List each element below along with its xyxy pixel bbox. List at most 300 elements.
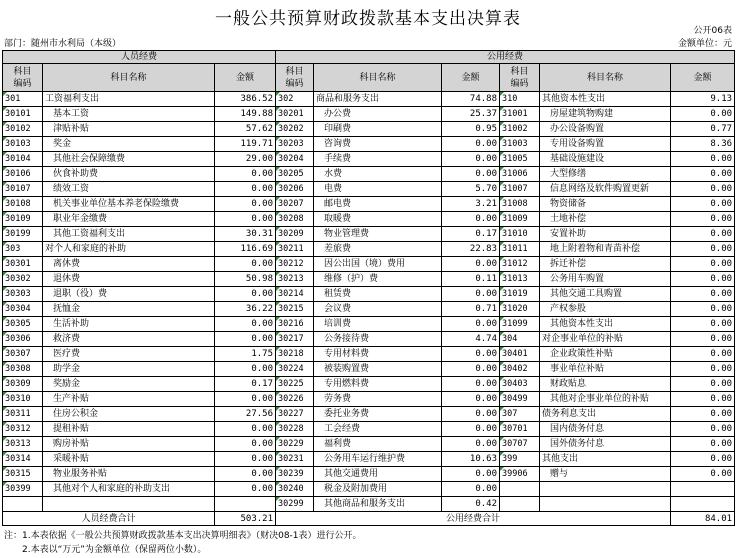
subject-code-cell: 30403 [500,377,540,392]
subject-name-cell: 物业管理费 [314,227,442,242]
subject-name-cell: 生产补贴 [43,392,215,407]
subject-name-cell: 大型修缮 [540,167,671,182]
amount-cell: 0.00 [215,212,276,227]
subject-name-cell: 伙食补助费 [43,167,215,182]
amount-cell: 0.00 [671,407,735,422]
subject-code-cell: 31011 [500,242,540,257]
amount-cell [671,497,735,512]
subject-code-cell: 31003 [500,137,540,152]
amount-cell: 0.00 [442,287,500,302]
subject-code-cell: 30215 [276,302,314,317]
amount-cell: 22.83 [442,242,500,257]
amount-cell: 0.00 [671,167,735,182]
subject-name-cell: 福利费 [314,437,442,452]
subject-code-cell: 30209 [276,227,314,242]
subject-name-cell: 债务利息支出 [540,407,671,422]
subject-name-cell: 基本工资 [43,107,215,122]
subject-name-cell: 会议费 [314,302,442,317]
subject-name-cell: 其他对企事业单位的补贴 [540,392,671,407]
table-row [3,452,735,467]
table-row [3,332,735,347]
subject-name-cell: 退职（役）费 [43,287,215,302]
subject-code-cell: 31006 [500,167,540,182]
subject-name-cell: 劳务费 [314,392,442,407]
amount-cell: 0.00 [442,437,500,452]
subject-code-cell: 30227 [276,407,314,422]
subject-code-cell: 30311 [3,407,43,422]
subject-name-cell: 国内债务付息 [540,422,671,437]
subject-name-cell: 维修（护）费 [314,272,442,287]
subject-code-cell: 310 [500,92,540,107]
amount-cell: 0.42 [442,497,500,512]
amount-cell: 0.00 [215,197,276,212]
subject-code-cell: 30299 [276,497,314,512]
table-row [3,122,735,137]
subject-name-cell: 其他交通工具购置 [540,287,671,302]
table-row [3,182,735,197]
amount-cell: 0.00 [442,407,500,422]
subject-code-cell: 31020 [500,302,540,317]
table-row [3,197,735,212]
subject-name-cell: 其他对个人和家庭的补助支出 [43,482,215,497]
amount-cell: 0.00 [671,287,735,302]
subject-name-cell [540,482,671,497]
subject-code-cell: 307 [500,407,540,422]
subject-code-cell: 30203 [276,137,314,152]
subject-code-cell: 30499 [500,392,540,407]
amount-cell: 27.56 [215,407,276,422]
amount-cell: 50.98 [215,272,276,287]
subject-name-cell: 救济费 [43,332,215,347]
footnote-2: 2.本表以“万元”为金额单位（保留两位小数）。 [4,545,207,555]
amount-cell: 0.00 [442,167,500,182]
subject-name-cell: 基础设施建设 [540,152,671,167]
subject-name-cell: 采暖补贴 [43,452,215,467]
amount-cell: 0.00 [671,437,735,452]
subject-name-cell: 产权参股 [540,302,671,317]
subject-name-cell: 电费 [314,182,442,197]
amount-cell: 0.00 [442,392,500,407]
subject-name-cell: 租赁费 [314,287,442,302]
amount-cell: 0.17 [442,227,500,242]
subject-code-cell: 30214 [276,287,314,302]
table-row [3,347,735,362]
subject-name-cell: 房屋建筑物购建 [540,107,671,122]
subject-code-cell: 30101 [3,107,43,122]
subject-name-cell: 其他工资福利支出 [43,227,215,242]
subject-name-cell: 咨询费 [314,137,442,152]
amount-cell: 0.00 [215,287,276,302]
subject-name-cell: 退休费 [43,272,215,287]
subject-name-cell: 专用材料费 [314,347,442,362]
amount-cell: 0.00 [671,182,735,197]
col-name-header: 科目名称 [540,64,671,92]
subject-name-cell: 差旅费 [314,242,442,257]
amount-cell: 0.00 [442,317,500,332]
subject-name-cell: 国外债务付息 [540,437,671,452]
amount-cell: 0.00 [215,482,276,497]
amount-cell [671,482,735,497]
subject-code-cell: 30701 [500,422,540,437]
table-row [3,392,735,407]
subject-code-cell: 30239 [276,467,314,482]
subject-code-cell: 30199 [3,227,43,242]
table-row [3,287,735,302]
col-code-header: 科目 编码 [3,64,43,92]
subject-code-cell: 31009 [500,212,540,227]
subject-name-cell: 物资储备 [540,197,671,212]
table-row [3,302,735,317]
subject-name-cell: 工会经费 [314,422,442,437]
subject-code-cell: 304 [500,332,540,347]
table-row [3,482,735,497]
subject-name-cell: 绩效工资 [43,182,215,197]
subject-name-cell: 奖金 [43,137,215,152]
amount-cell: 0.00 [215,257,276,272]
subject-name-cell: 公务用车运行维护费 [314,452,442,467]
subject-name-cell: 其他支出 [540,452,671,467]
subject-code-cell: 30206 [276,182,314,197]
subject-name-cell: 医疗费 [43,347,215,362]
table-row [3,167,735,182]
amount-cell: 0.00 [671,377,735,392]
amount-cell: 74.88 [442,92,500,107]
subject-code-cell: 30202 [276,122,314,137]
subject-code-cell: 30302 [3,272,43,287]
amount-cell: 4.74 [442,332,500,347]
subject-code-cell: 30103 [3,137,43,152]
expenditure-table [2,50,735,526]
subject-name-cell: 其他交通费用 [314,467,442,482]
subject-name-cell: 邮电费 [314,197,442,212]
amount-cell: 0.11 [442,272,500,287]
table-row [3,362,735,377]
subject-code-cell: 31012 [500,257,540,272]
amount-cell: 0.00 [671,107,735,122]
subject-code-cell: 30401 [500,347,540,362]
col-name-header: 科目名称 [43,64,215,92]
subject-name-cell: 工资福利支出 [43,92,215,107]
personnel-group-header: 人员经费 [3,51,276,64]
subject-code-cell: 30212 [276,257,314,272]
subject-name-cell: 奖励金 [43,377,215,392]
table-row [3,407,735,422]
subject-name-cell: 手续费 [314,152,442,167]
subject-name-cell: 培训费 [314,317,442,332]
subject-code-cell: 303 [3,242,43,257]
col-name-header: 科目名称 [314,64,442,92]
subject-code-cell: 30216 [276,317,314,332]
amount-cell: 0.00 [442,377,500,392]
amount-cell: 0.00 [671,422,735,437]
subject-code-cell: 30402 [500,362,540,377]
col-code-header: 科目 编码 [276,64,314,92]
amount-cell: 0.00 [442,152,500,167]
amount-cell: 0.00 [442,467,500,482]
table-row [3,497,735,512]
amount-cell: 0.00 [671,302,735,317]
subject-code-cell: 30204 [276,152,314,167]
subject-name-cell: 财政贴息 [540,377,671,392]
subject-code-cell: 30301 [3,257,43,272]
amount-cell: 0.00 [442,347,500,362]
subject-name-cell: 其他社会保障缴费 [43,152,215,167]
personnel-total-label: 人员经费合计 [3,512,215,526]
subject-name-cell: 委托业务费 [314,407,442,422]
amount-cell: 30.31 [215,227,276,242]
amount-cell: 0.00 [215,362,276,377]
amount-cell: 8.36 [671,137,735,152]
subject-name-cell: 其他资本性支出 [540,317,671,332]
amount-cell: 0.00 [442,482,500,497]
subject-code-cell: 30211 [276,242,314,257]
subject-code-cell: 30213 [276,272,314,287]
subject-code-cell: 31007 [500,182,540,197]
subject-code-cell: 30308 [3,362,43,377]
subject-code-cell: 30315 [3,467,43,482]
subject-name-cell: 信息网络及软件购置更新 [540,182,671,197]
amount-cell: 0.00 [671,317,735,332]
amount-cell: 119.71 [215,137,276,152]
form-code: 公开06表 [693,26,732,36]
subject-code-cell: 31099 [500,317,540,332]
amount-cell: 0.00 [215,317,276,332]
subject-name-cell: 事业单位补贴 [540,362,671,377]
col-amount-header: 金额 [215,64,276,92]
subject-code-cell: 30218 [276,347,314,362]
amount-cell: 0.00 [671,212,735,227]
subject-code-cell: 31013 [500,272,540,287]
subject-name-cell: 其他资本性支出 [540,92,671,107]
amount-cell: 116.69 [215,242,276,257]
subject-code-cell: 30102 [3,122,43,137]
amount-cell: 0.00 [215,452,276,467]
subject-name-cell: 津贴补贴 [43,122,215,137]
subject-name-cell: 公务用车购置 [540,272,671,287]
subject-name-cell: 离休费 [43,257,215,272]
amount-cell: 0.00 [442,362,500,377]
subject-name-cell: 取暖费 [314,212,442,227]
amount-cell: 0.00 [215,467,276,482]
amount-cell: 149.88 [215,107,276,122]
group-header-row [3,51,735,64]
subject-code-cell: 30309 [3,377,43,392]
amount-cell: 0.00 [671,242,735,257]
subject-code-cell: 31010 [500,227,540,242]
subject-name-cell: 对企事业单位的补贴 [540,332,671,347]
subject-code-cell: 30228 [276,422,314,437]
amount-cell: 36.22 [215,302,276,317]
amount-cell: 0.00 [442,257,500,272]
subject-code-cell: 302 [276,92,314,107]
subject-code-cell: 30707 [500,437,540,452]
amount-cell [215,497,276,512]
subject-name-cell: 购房补贴 [43,437,215,452]
table-row [3,242,735,257]
subject-name-cell: 税金及附加费用 [314,482,442,497]
col-amount-header: 金额 [442,64,500,92]
subject-code-cell: 39906 [500,467,540,482]
subject-name-cell: 安置补助 [540,227,671,242]
amount-cell: 0.00 [671,272,735,287]
subject-name-cell: 专用设备购置 [540,137,671,152]
subject-code-cell: 31002 [500,122,540,137]
table-row [3,212,735,227]
totals-row [3,512,735,526]
subject-code-cell: 30201 [276,107,314,122]
subject-name-cell: 住房公积金 [43,407,215,422]
amount-cell: 0.00 [671,452,735,467]
table-row [3,227,735,242]
subject-name-cell: 被装购置费 [314,362,442,377]
subject-name-cell: 职业年金缴费 [43,212,215,227]
subject-name-cell: 其他商品和服务支出 [314,497,442,512]
table-row [3,107,735,122]
subject-name-cell: 物业服务补贴 [43,467,215,482]
column-header-row [3,64,735,92]
subject-code-cell: 30205 [276,167,314,182]
department-label: 部门：随州市水利局（本级） [4,39,122,49]
subject-code-cell [500,497,540,512]
subject-name-cell: 土地补偿 [540,212,671,227]
table-row [3,152,735,167]
subject-code-cell: 30305 [3,317,43,332]
amount-cell: 0.00 [215,392,276,407]
subject-name-cell: 专用燃料费 [314,377,442,392]
subject-code-cell: 30310 [3,392,43,407]
subject-name-cell: 助学金 [43,362,215,377]
amount-cell: 1.75 [215,347,276,362]
amount-cell: 386.52 [215,92,276,107]
subject-code-cell: 30312 [3,422,43,437]
subject-code-cell: 30224 [276,362,314,377]
subject-code-cell: 30229 [276,437,314,452]
amount-cell: 5.70 [442,182,500,197]
personnel-total-value: 503.21 [215,512,276,526]
subject-code-cell [3,497,43,512]
subject-code-cell: 30106 [3,167,43,182]
table-row [3,137,735,152]
subject-code-cell: 31008 [500,197,540,212]
amount-cell: 0.00 [671,467,735,482]
subject-name-cell: 地上附着物和青苗补偿 [540,242,671,257]
subject-name-cell: 生活补助 [43,317,215,332]
table-row [3,272,735,287]
report-title: 一般公共预算财政拨款基本支出决算表 [215,9,521,29]
amount-cell: 0.00 [671,362,735,377]
amount-cell: 0.00 [671,392,735,407]
subject-code-cell: 30208 [276,212,314,227]
table-row [3,257,735,272]
amount-cell: 0.00 [215,182,276,197]
amount-cell: 0.00 [671,347,735,362]
subject-name-cell: 抚恤金 [43,302,215,317]
subject-code-cell: 30225 [276,377,314,392]
amount-cell: 25.37 [442,107,500,122]
subject-code-cell: 30304 [3,302,43,317]
amount-cell: 0.00 [671,227,735,242]
subject-code-cell: 30108 [3,197,43,212]
subject-name-cell: 赠与 [540,467,671,482]
subject-code-cell: 31001 [500,107,540,122]
public-total-value: 84.01 [671,512,735,526]
amount-cell: 9.13 [671,92,735,107]
subject-name-cell [43,497,215,512]
table-row [3,377,735,392]
amount-cell: 0.00 [215,332,276,347]
subject-code-cell [500,482,540,497]
subject-name-cell: 拆迁补偿 [540,257,671,272]
public-group-header: 公用经费 [276,51,735,64]
subject-code-cell: 30306 [3,332,43,347]
amount-cell: 0.00 [215,437,276,452]
amount-cell: 3.21 [442,197,500,212]
subject-code-cell: 30107 [3,182,43,197]
amount-cell: 0.00 [671,152,735,167]
amount-cell: 0.77 [671,122,735,137]
subject-code-cell: 31019 [500,287,540,302]
subject-code-cell: 30240 [276,482,314,497]
subject-code-cell: 30307 [3,347,43,362]
amount-cell: 0.00 [215,167,276,182]
public-total-label: 公用经费合计 [276,512,671,526]
amount-cell: 0.00 [442,137,500,152]
amount-cell: 0.00 [442,212,500,227]
footnotes [4,529,362,557]
amount-cell: 0.00 [671,332,735,347]
subject-code-cell: 30231 [276,452,314,467]
subject-code-cell: 30303 [3,287,43,302]
subject-name-cell: 水费 [314,167,442,182]
subject-name-cell: 对个人和家庭的补助 [43,242,215,257]
subject-name-cell [540,497,671,512]
subject-name-cell: 商品和服务支出 [314,92,442,107]
subject-code-cell: 399 [500,452,540,467]
subject-code-cell: 301 [3,92,43,107]
amount-cell: 0.17 [215,377,276,392]
subject-code-cell: 30109 [3,212,43,227]
col-code-header: 科目 编码 [500,64,540,92]
amount-cell: 0.95 [442,122,500,137]
subject-name-cell: 公务接待费 [314,332,442,347]
col-amount-header: 金额 [671,64,735,92]
table-row [3,467,735,482]
subject-name-cell: 企业政策性补贴 [540,347,671,362]
subject-code-cell: 30217 [276,332,314,347]
footnote-1: 注：1.本表依据《一般公共预算财政拨款基本支出决算明细表》（财决08-1表）进行公开。 [4,531,362,541]
amount-cell: 29.00 [215,152,276,167]
subject-code-cell: 30104 [3,152,43,167]
amount-cell: 57.62 [215,122,276,137]
table-row [3,92,735,107]
subject-code-cell: 31005 [500,152,540,167]
subject-code-cell: 30207 [276,197,314,212]
subject-code-cell: 30314 [3,452,43,467]
subject-code-cell: 30399 [3,482,43,497]
table-row [3,437,735,452]
amount-cell: 0.00 [442,422,500,437]
subject-code-cell: 30226 [276,392,314,407]
subject-name-cell: 机关事业单位基本养老保险缴费 [43,197,215,212]
subject-code-cell: 30313 [3,437,43,452]
subject-name-cell: 因公出国（境）费用 [314,257,442,272]
table-row [3,422,735,437]
subject-name-cell: 提租补贴 [43,422,215,437]
subject-name-cell: 办公费 [314,107,442,122]
amount-cell: 0.00 [215,422,276,437]
amount-cell: 10.63 [442,452,500,467]
subject-name-cell: 印刷费 [314,122,442,137]
